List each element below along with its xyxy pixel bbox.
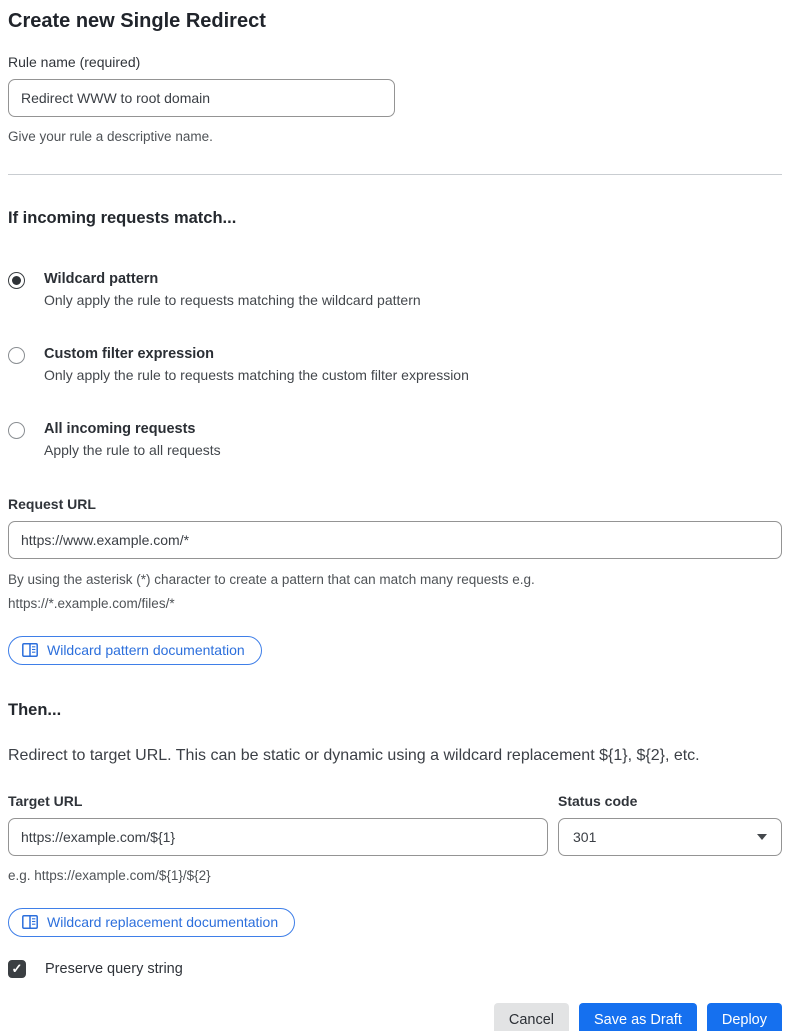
- request-url-helper: [8, 568, 782, 616]
- wildcard-replacement-documentation-label: Wildcard replacement documentation: [47, 914, 279, 930]
- radio-all-incoming-requests-label: All incoming requests: [44, 421, 196, 437]
- target-url-helper: e.g. https://example.com/${1}/${2}: [8, 868, 211, 883]
- request-url-field: [8, 496, 782, 616]
- radio-button-icon[interactable]: [8, 422, 25, 439]
- request-url-label: Request URL: [8, 496, 96, 512]
- page-title: Create new Single Redirect: [8, 10, 266, 32]
- book-open-icon: [22, 915, 38, 929]
- deploy-button[interactable]: Deploy: [707, 1003, 782, 1031]
- chevron-down-icon: [757, 834, 767, 840]
- request-url-helper-line2: https://*.example.com/files/*: [8, 596, 175, 611]
- rule-name-helper: Give your rule a descriptive name.: [8, 129, 213, 144]
- cancel-button[interactable]: Cancel: [494, 1003, 569, 1031]
- match-type-radio-group: [8, 271, 782, 458]
- request-url-helper-line1: By using the asterisk (*) character to create a pattern that can match many requests e.g.: [8, 572, 535, 587]
- radio-button-icon[interactable]: [8, 347, 25, 364]
- book-open-icon: [22, 643, 38, 657]
- rule-name-input[interactable]: [8, 79, 395, 117]
- status-code-field: [558, 793, 782, 856]
- radio-custom-filter-expression-label: Custom filter expression: [44, 346, 215, 362]
- status-code-label: Status code: [558, 793, 638, 809]
- radio-custom-filter-expression-description: Only apply the rule to requests matching the custom filter expression: [44, 367, 469, 383]
- wildcard-pattern-documentation-button[interactable]: [8, 636, 262, 665]
- wildcard-pattern-documentation-label: Wildcard pattern documentation: [47, 642, 245, 658]
- target-and-status-row: [8, 793, 782, 856]
- radio-all-incoming-requests-description: Apply the rule to all requests: [44, 442, 221, 458]
- section-divider: [8, 174, 782, 175]
- checkbox-icon[interactable]: ✓: [8, 960, 26, 978]
- radio-wildcard-pattern-label: Wildcard pattern: [44, 271, 159, 287]
- rule-name-field: [8, 54, 782, 149]
- radio-button-icon[interactable]: [8, 272, 25, 289]
- rule-name-label: Rule name (required): [8, 54, 141, 70]
- then-section-description: Redirect to target URL. This can be static or dynamic using a wildcard replacement ${1}, ${2}, etc.: [8, 747, 700, 764]
- save-as-draft-button[interactable]: Save as Draft: [579, 1003, 697, 1031]
- radio-wildcard-pattern[interactable]: [8, 271, 782, 308]
- target-url-label: Target URL: [8, 793, 83, 809]
- radio-wildcard-pattern-description: Only apply the rule to requests matching the wildcard pattern: [44, 292, 421, 308]
- request-url-input[interactable]: [8, 521, 782, 559]
- radio-custom-filter-expression[interactable]: [8, 346, 782, 383]
- status-code-select[interactable]: [558, 818, 782, 856]
- target-url-input[interactable]: [8, 818, 548, 856]
- form-action-buttons: [8, 1003, 782, 1031]
- target-url-field: [8, 793, 548, 856]
- wildcard-replacement-documentation-button[interactable]: [8, 908, 295, 937]
- preserve-query-string-label: Preserve query string: [45, 961, 183, 977]
- radio-all-incoming-requests[interactable]: [8, 421, 782, 458]
- preserve-query-string-row[interactable]: [8, 960, 782, 978]
- then-section-heading: Then...: [8, 701, 62, 719]
- match-section-heading: If incoming requests match...: [8, 209, 237, 227]
- status-code-selected-value: 301: [573, 829, 597, 845]
